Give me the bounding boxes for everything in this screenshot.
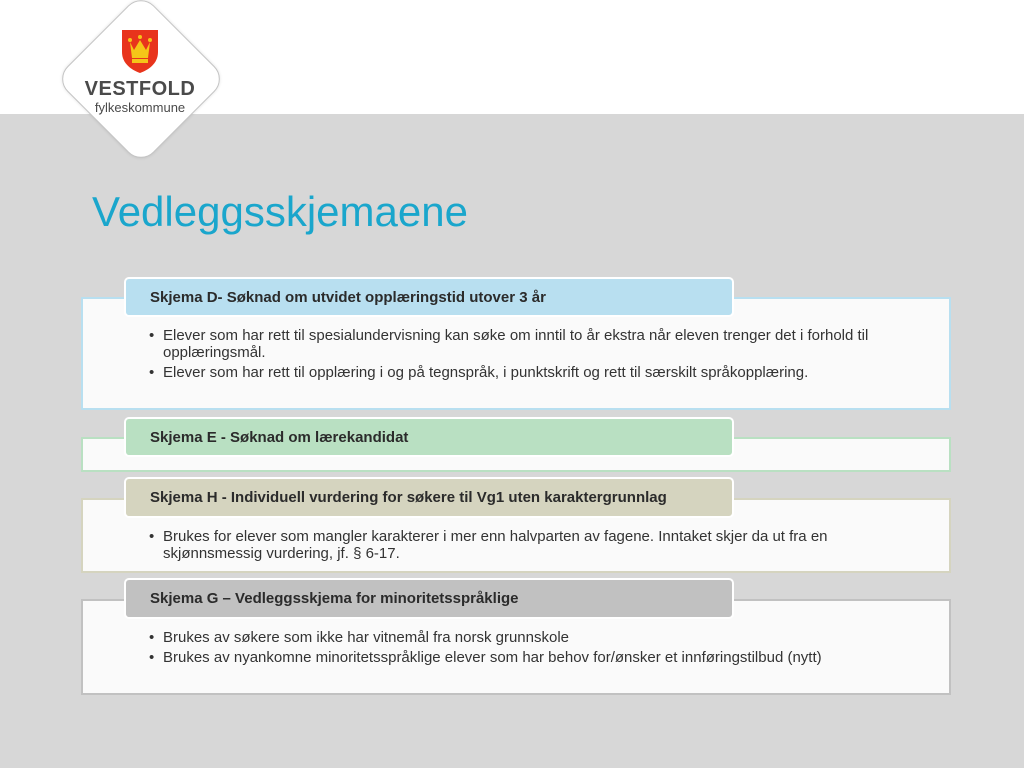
section-g-heading: Skjema G – Vedleggsskjema for minoritetsspråklige [124,578,734,619]
section-h-bullets [147,528,887,565]
section-e-heading: Skjema E - Søknad om lærekandidat [124,417,734,457]
list-item: • Elever som har rett til spesialundervisning kan søke om inntil to år ekstra når eleven trenger det i forhold til opplæringsmål. [147,327,887,361]
section-g-bullets [147,629,887,669]
section-d-heading: Skjema D- Søknad om utvidet opplæringstid utover 3 år [124,277,734,317]
section-d-bullets [147,327,887,384]
list-item: • Brukes for elever som mangler karakterer i mer enn halvparten av fagene. Inntaket skjer da ut fra en skjønnsmessig vurdering, jf. § 6-17. [147,528,887,562]
section-h-heading: Skjema H - Individuell vurdering for søkere til Vg1 uten karaktergrunnlag [124,477,734,518]
slide-title: Vedleggsskjemaene [92,188,468,235]
logo-subtitle: fylkeskommune [94,100,186,115]
list-item: • Brukes av søkere som ikke har vitnemål fra norsk grunnskole [147,629,887,646]
logo-name: VESTFOLD [84,78,196,100]
logo [60,28,220,148]
list-item: • Brukes av nyankomne minoritetsspråklige elever som har behov for/ønsker et innføringstilbud (nytt) [147,649,887,666]
crest-icon [120,28,160,74]
list-item: • Elever som har rett til opplæring i og på tegnspråk, i punktskrift og rett til særskilt språkopplæring. [147,364,887,381]
